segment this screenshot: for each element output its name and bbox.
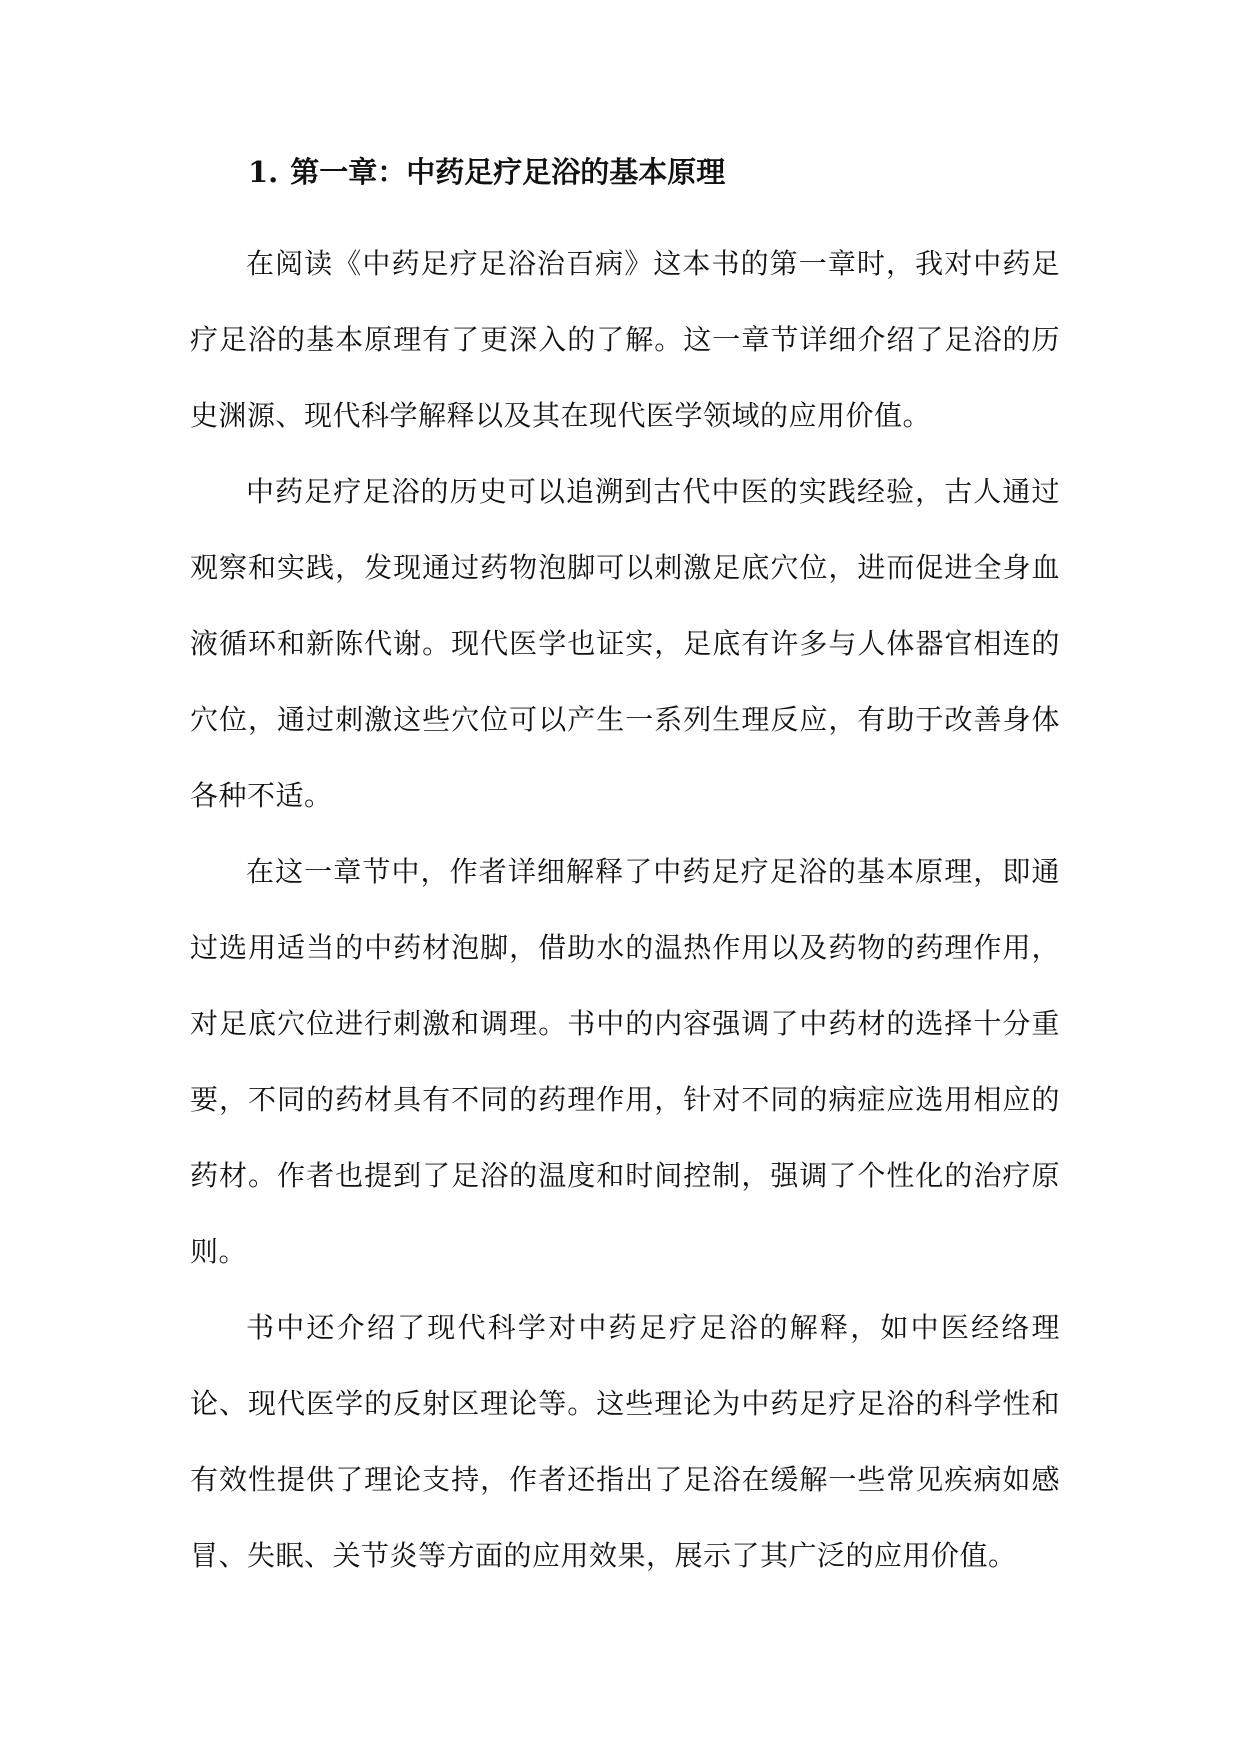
paragraph-2: 中药足疗足浴的历史可以追溯到古代中医的实践经验，古人通过观察和实践，发现通过药物泡脚可以刺激足底穴位，进而促进全身血液循环和新陈代谢。现代医学也证实，足底有许多与人体器官相连的穴位，通过刺激这些穴位可以产生一系列生理反应，有助于改善身体各种不适。 xyxy=(190,475,1060,812)
body-text xyxy=(190,226,1060,1594)
chapter-heading xyxy=(248,150,725,194)
paragraph-1: 在阅读《中药足疗足浴治百病》这本书的第一章时，我对中药足疗足浴的基本原理有了更深入的了解。这一章节详细介绍了足浴的历史渊源、现代科学解释以及其在现代医学领域的应用价值。 xyxy=(190,247,1060,432)
paragraph-3: 在这一章节中，作者详细解释了中药足疗足浴的基本原理，即通过选用适当的中药材泡脚，借助水的温热作用以及药物的药理作用，对足底穴位进行刺激和调理。书中的内容强调了中药材的选择十分重要，不同的药材具有不同的药理作用，针对不同的病症应选用相应的药材。作者也提到了足浴的温度和时间控制，强调了个性化的治疗原则。 xyxy=(190,855,1060,1268)
paragraph-4: 书中还介绍了现代科学对中药足疗足浴的解释，如中医经络理论、现代医学的反射区理论等。这些理论为中药足疗足浴的科学性和有效性提供了理论支持，作者还指出了足浴在缓解一些常见疾病如感冒、失眠、关节炎等方面的应用效果，展示了其广泛的应用价值。 xyxy=(190,1311,1060,1572)
chapter-title: 第一章：中药足疗足浴的基本原理 xyxy=(290,155,726,189)
chapter-number: 1. xyxy=(248,155,279,189)
